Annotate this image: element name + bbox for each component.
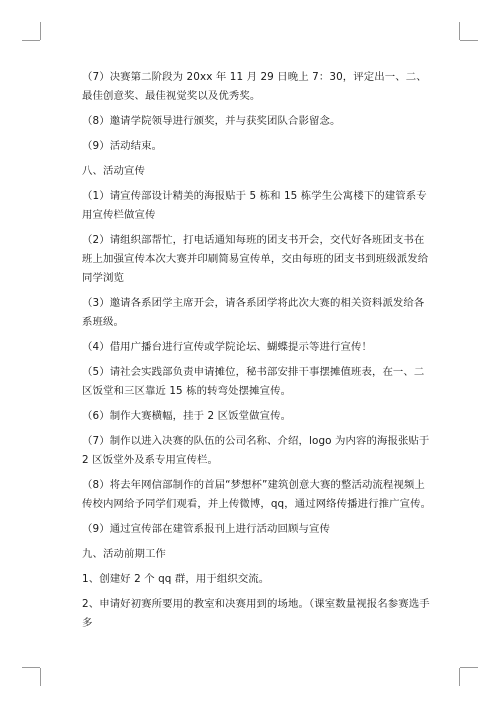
paragraph-preparation-1: 1、创建好 2 个 qq 群，用于组织交流。 bbox=[82, 573, 270, 585]
crop-mark-top-right-h bbox=[460, 40, 478, 41]
crop-mark-top-left-h bbox=[22, 40, 40, 41]
section-heading-publicity: 八、活动宣传 bbox=[82, 165, 145, 177]
crop-mark-bottom-left-h bbox=[22, 667, 40, 668]
paragraph-publicity-1: （1）请宣传部设计精美的海报贴于 5 栋和 15 栋学生公寓楼下的建管系专用宣传栏做宣传 bbox=[82, 190, 427, 221]
paragraph-awards: （8）邀请学院领导进行颁奖，并与获奖团队合影留念。 bbox=[82, 115, 341, 127]
paragraph-publicity-2: （2）请组织部帮忙，打电话通知每班的团支书开会，交代好各班团支书在班上加强宣传本次大赛并印刷简易宣传单，交由每班的团支书到班级派发给同学浏览 bbox=[82, 234, 429, 284]
section-heading-preparation: 九、活动前期工作 bbox=[82, 548, 166, 560]
paragraph-preparation-2: 2、申请好初赛所要用的教室和决赛用到的场地。（课室数量视报名参赛选手多 bbox=[82, 598, 430, 629]
paragraph-publicity-4: （4）借用广播台进行宣传或学院论坛、蝴蝶提示等进行宣传！ bbox=[82, 341, 372, 353]
crop-mark-top-right-v bbox=[459, 22, 460, 40]
crop-mark-bottom-left-v bbox=[40, 668, 41, 686]
paragraph-final-stage-2: （7）决赛第二阶段为 20xx 年 11 月 29 日晚上 7：30，评定出一、二、最佳创意奖、最佳视觉奖以及优秀奖。 bbox=[82, 71, 427, 102]
paragraph-publicity-5: （5）请社会实践部负责申请摊位，秘书部安排干事摆摊值班表，在一、二区饭堂和三区靠近 15 栋的转弯处摆摊宣传。 bbox=[82, 366, 425, 397]
paragraph-publicity-6: （6）制作大赛横幅，挂于 2 区饭堂做宣传。 bbox=[82, 410, 292, 422]
crop-mark-bottom-right-v bbox=[459, 668, 460, 686]
document-body bbox=[82, 68, 432, 639]
paragraph-publicity-7: （7）制作以进入决赛的队伍的公司名称、介绍，logo 为内容的海报张贴于 2 区饭堂外及系专用宣传栏。 bbox=[82, 435, 430, 466]
crop-mark-top-left-v bbox=[40, 22, 41, 40]
crop-mark-bottom-right-h bbox=[460, 667, 478, 668]
paragraph-event-end: （9）活动结束。 bbox=[82, 140, 163, 152]
paragraph-publicity-8: （8）将去年网信部制作的首届“梦想杯”建筑创意大赛的整活动流程视频上传校内网给予同学们观看，并上传微博，qq，通过网络传播进行推广宣传。 bbox=[82, 479, 432, 510]
paragraph-publicity-9: （9）通过宣传部在建管系报刊上进行活动回顾与宣传 bbox=[82, 523, 330, 535]
paragraph-publicity-3: （3）邀请各系团学主席开会，请各系团学将此次大赛的相关资料派发给各系班级。 bbox=[82, 297, 425, 328]
